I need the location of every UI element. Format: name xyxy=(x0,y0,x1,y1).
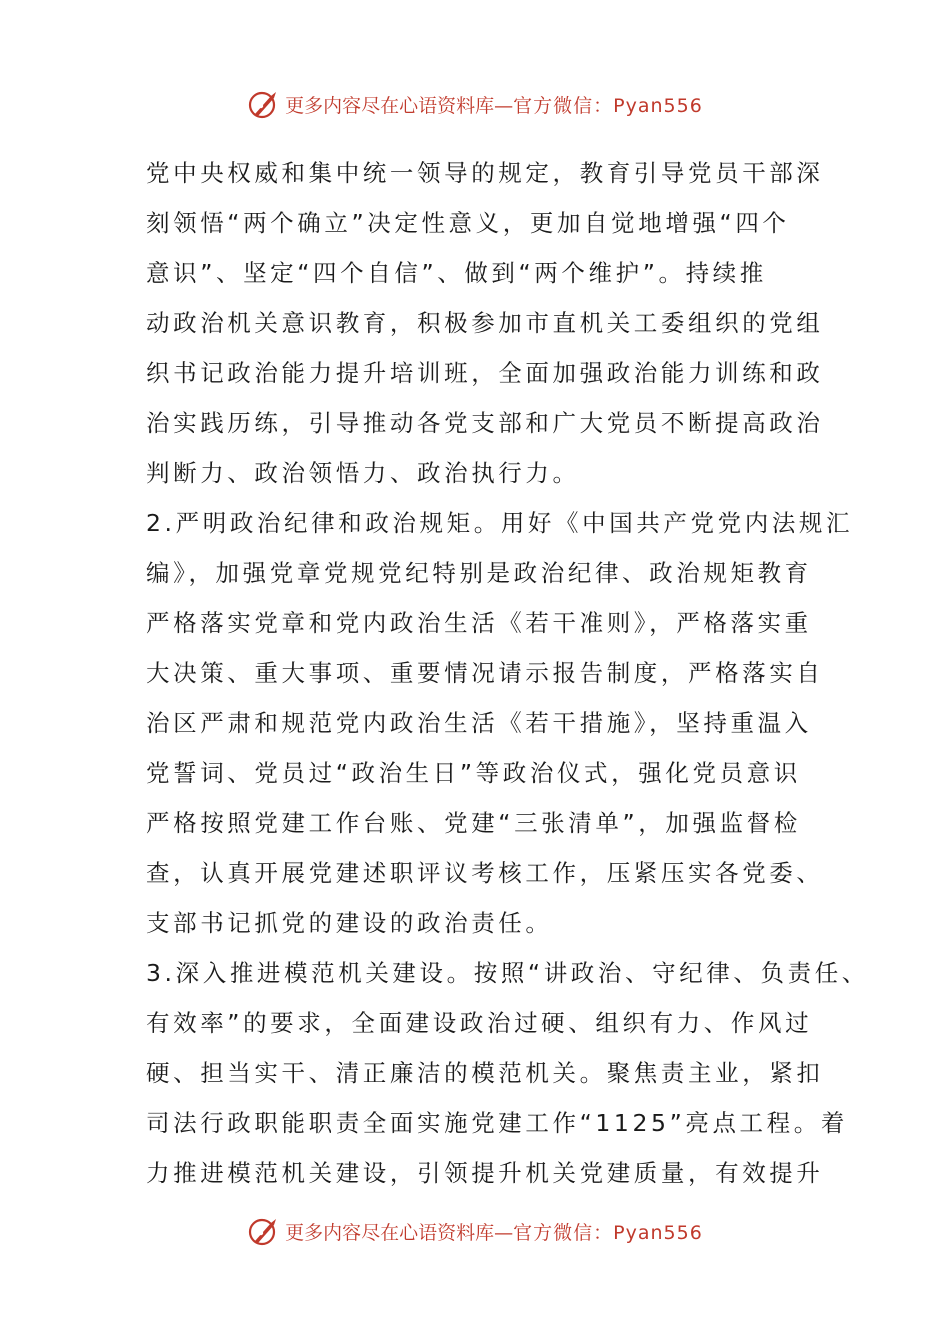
text-line: 严格落实党章和党内政治生活《若干准则》，严格落实重 xyxy=(146,609,812,637)
text-line: 编》，加强党章党规党纪特别是政治纪律、政治规矩教育 xyxy=(146,559,812,587)
text-line: 刻领悟“两个确立”决定性意义，更加自觉地增强“四个 xyxy=(146,209,790,237)
text-line: 支部书记抓党的建设的政治责任。 xyxy=(146,909,553,937)
text-line: 动政治机关意识教育，积极参加市直机关工委组织的党组 xyxy=(146,309,824,337)
text-line: 硬、担当实干、清正廉洁的模范机关。聚焦责主业，紧扣 xyxy=(146,1059,824,1087)
text-line: 有效率”的要求，全面建设政治过硬、组织有力、作风过 xyxy=(146,1009,813,1037)
text-line: 查，认真开展党建述职评议考核工作，压紧压实各党委、 xyxy=(146,859,824,887)
text-line: 治区严肃和规范党内政治生活《若干措施》，坚持重温入 xyxy=(146,709,812,737)
text-line: 严格按照党建工作台账、党建“三张清单”，加强监督检 xyxy=(146,809,801,837)
text-line: 力推进模范机关建设，引领提升机关党建质量，有效提升 xyxy=(146,1159,824,1187)
watermark-text: 更多内容尽在心语资料库— xyxy=(285,1221,514,1244)
watermark-header xyxy=(0,84,950,124)
watermark-wechat: 官方微信：Pyan556 xyxy=(513,1221,703,1244)
pen-nib-circle-icon xyxy=(247,87,281,121)
text-line: 织书记政治能力提升培训班，全面加强政治能力训练和政 xyxy=(146,359,824,387)
text-line: 大决策、重大事项、重要情况请示报告制度，严格落实自 xyxy=(146,659,824,687)
text-line: 治实践历练，引导推动各党支部和广大党员不断提高政治 xyxy=(146,409,824,437)
pen-nib-circle-icon xyxy=(247,1214,281,1248)
text-line: 判断力、政治领悟力、政治执行力。 xyxy=(146,459,580,487)
watermark-text: 更多内容尽在心语资料库— xyxy=(285,94,514,117)
section-heading-line: 2.严明政治纪律和政治规矩。用好《中国共产党党内法规汇 xyxy=(146,509,854,537)
text-line: 司法行政职能职责全面实施党建工作“1125”亮点工程。着 xyxy=(146,1109,848,1137)
document-body xyxy=(146,148,869,1198)
text-line: 党中央权威和集中统一领导的规定，教育引导党员干部深 xyxy=(146,159,824,187)
text-line: 意识”、坚定“四个自信”、做到“两个维护”。持续推 xyxy=(146,259,767,287)
section-heading-line: 3.深入推进模范机关建设。按照“讲政治、守纪律、负责任、 xyxy=(146,959,869,987)
watermark-wechat: 官方微信：Pyan556 xyxy=(513,94,703,117)
watermark-footer xyxy=(0,1211,950,1251)
text-line: 党誓词、党员过“政治生日”等政治仪式，强化党员意识 xyxy=(146,759,801,787)
